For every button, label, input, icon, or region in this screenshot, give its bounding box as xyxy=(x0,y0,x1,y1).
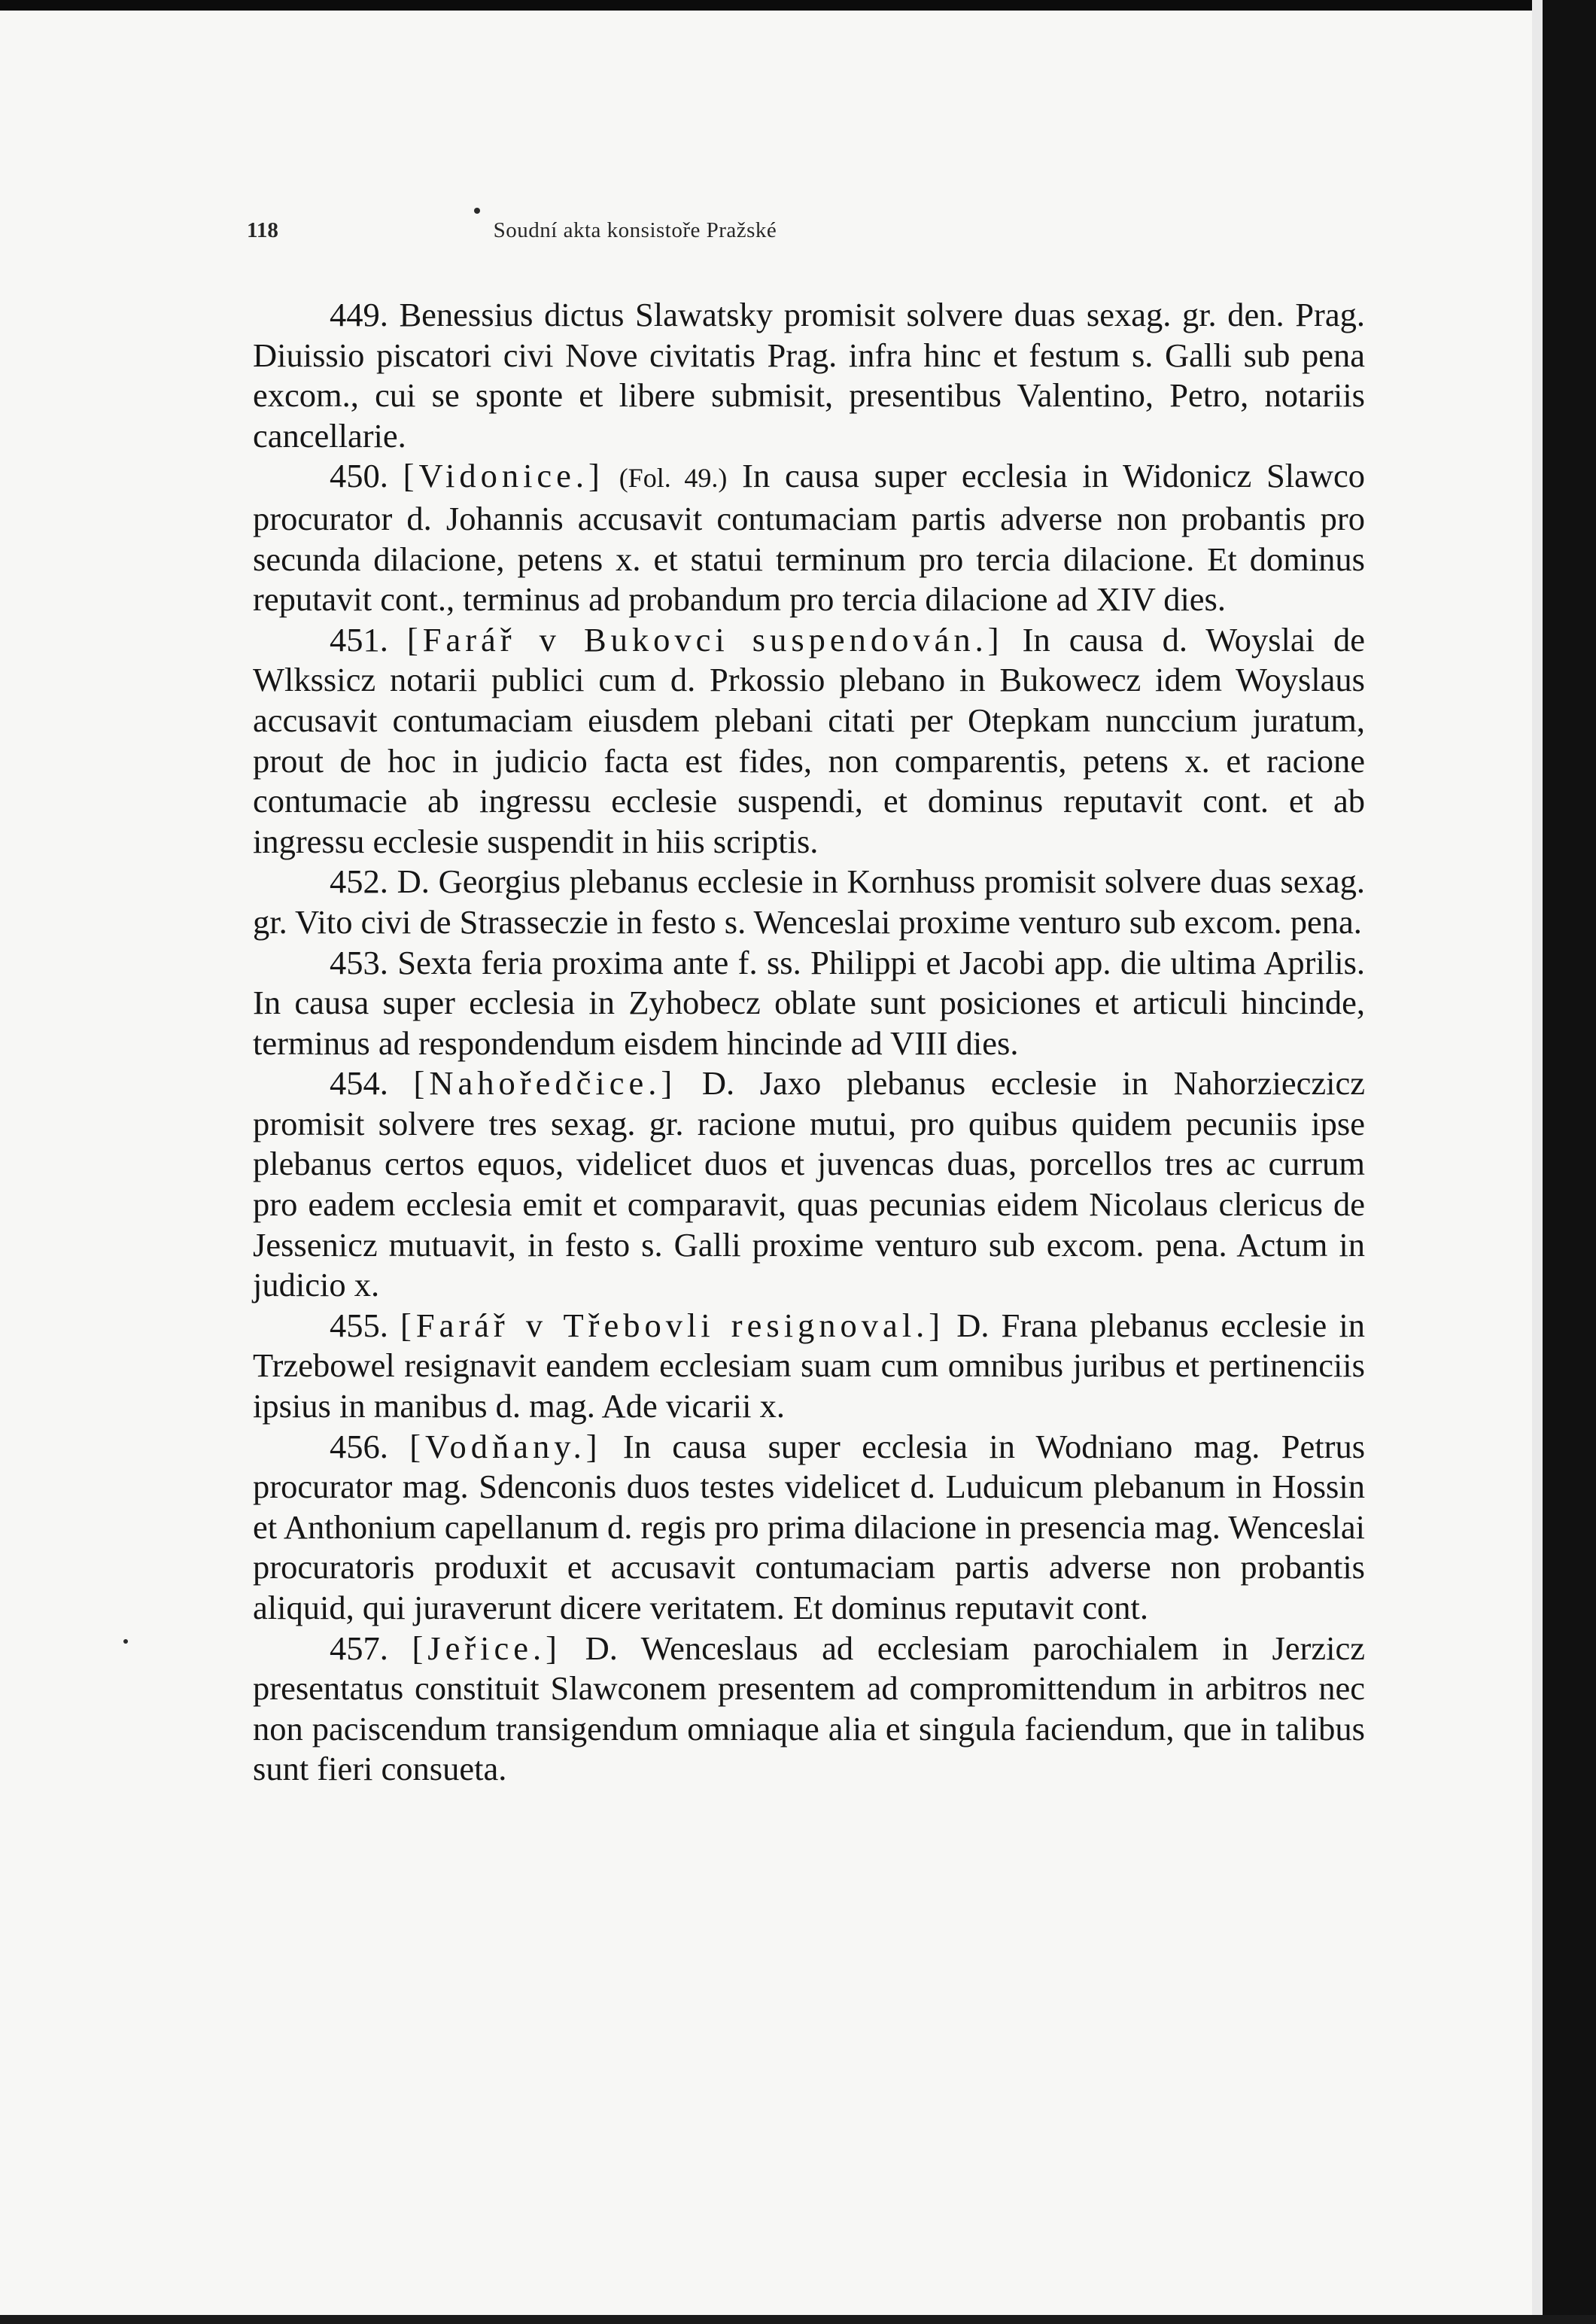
scan-speck xyxy=(474,208,480,214)
entry-text: Sexta feria proxima ante f. ss. Philippi et Jacobi app. die ultima Aprilis. In causa super ecclesia in Zyhobecz oblate sunt posiciones et articuli hincinde, terminus ad respondendum eisdem hincinde ad VIII dies. xyxy=(253,943,1366,1062)
entry-number: 457. xyxy=(330,1629,388,1667)
entry-number: 455. xyxy=(330,1306,388,1344)
scan-border-top xyxy=(0,0,1596,11)
entry-text: In causa d. Woyslai de Wlkssicz notarii publici cum d. Prkossio plebano in Bukowecz idem Woyslaus accusavit contumaciam eiusdem plebani citati per Otepkam nunccium juratum, prout de hoc in judicio facta est fides, non comparentis, petens x. et racione contumacie ab ingressu ecclesie suspendi, et dominus reputavit cont. et ab ingressu ecclesie suspendit in hiis scriptis. xyxy=(253,620,1366,860)
entry-number: 454. xyxy=(330,1064,388,1103)
entry-451 xyxy=(253,620,1365,862)
entry-455 xyxy=(253,1306,1365,1427)
entry-heading: [Vodňany.] xyxy=(409,1427,602,1465)
running-head xyxy=(247,218,1023,248)
entry-text: D. Frana plebanus ecclesie in Trzebowel resignavit eandem ecclesiam suam cum omnibus juribus et pertinenciis ipsius in manibus d. mag. Ade vicarii x. xyxy=(253,1306,1365,1425)
entry-number: 452. xyxy=(330,862,388,901)
running-title: Soudní akta konsistoře Pražské xyxy=(493,218,777,242)
entry-text: D. Wenceslaus ad ecclesiam parochialem in Jerzicz presentatus constituit Slawconem presentem ad compromittendum in arbitros nec non paciscendum transigendum omniaque alia et singula faciendum, que in talibus sunt fieri consueta. xyxy=(253,1629,1365,1788)
scan-border-bottom xyxy=(0,2315,1596,2324)
entry-number: 451. xyxy=(330,620,388,659)
entry-heading: [Vidonice.] xyxy=(403,457,604,495)
entry-text: In causa super ecclesia in Wodniano mag. Petrus procurator mag. Sdenconis duos testes videlicet d. Luduicum plebanum in Hossin et Anthonium capellanum d. regis pro prima dilacione in presencia mag. Wenceslai procuratoris produxit et accusavit contumaciam partis adverse non probantis aliquid, qui juraverunt dicere veritatem. Et dominus reputavit cont. xyxy=(253,1427,1366,1626)
entry-456 xyxy=(253,1427,1365,1629)
entry-text: Benessius dictus Slawatsky promisit solvere duas sexag. gr. den. Prag. Diuissio piscatori civi Nove civitatis Prag. infra hinc et festum s. Galli sub pena excom., cui se sponte et libere submisit, presentibus Valentino, Petro, notariis cancellarie. xyxy=(253,296,1365,455)
page-number: 118 xyxy=(247,218,278,242)
entry-text: D. Jaxo plebanus ecclesie in Nahorzieczicz promisit solvere tres sexag. gr. racione mutui, pro quibus quidem pecuniis ipse plebanus certos equos, videlicet duos et juvencas duas, porcellos tres ac currum pro eadem ecclesia emit et comparavit, quas pecunias eidem Nicolaus clericus de Jessenicz mutuavit, in festo s. Galli proxime venturo sub excom. pena. Actum in judicio x. xyxy=(253,1064,1366,1304)
body-text xyxy=(253,295,1365,1790)
entry-449 xyxy=(253,295,1365,456)
entry-450 xyxy=(253,456,1365,619)
entry-453 xyxy=(253,943,1365,1064)
entry-heading: [Jeřice.] xyxy=(412,1629,561,1667)
entry-454 xyxy=(253,1063,1365,1306)
entry-number: 450. xyxy=(330,457,388,495)
entry-text: In causa super ecclesia in Widonicz Slawco procurator d. Johannis accusavit contumaciam partis adverse non probantis pro secunda dilacione, petens x. et statui terminum pro tercia dilacione. Et dominus reputavit cont., terminus ad probandum pro tercia dilacione ad XIV dies. xyxy=(253,457,1366,619)
entry-457 xyxy=(253,1629,1365,1790)
entry-number: 453. xyxy=(330,943,388,981)
entry-number: 456. xyxy=(330,1427,388,1465)
entry-heading: [Farář v Bukovci suspendován.] xyxy=(406,620,1004,659)
entry-number: 449. xyxy=(330,296,388,333)
scan-border-right xyxy=(1543,0,1596,2324)
entry-text: D. Georgius plebanus ecclesie in Kornhuss promisit solvere duas sexag. gr. Vito civi de Strasseczie in festo s. Wenceslai proxime venturo sub excom. pena. xyxy=(253,862,1366,941)
entry-heading: [Farář v Třebovli resignoval.] xyxy=(400,1306,945,1344)
folio-reference: (Fol. 49.) xyxy=(619,463,728,494)
scan-speck xyxy=(123,1639,128,1644)
book-page xyxy=(0,11,1532,2315)
entry-452 xyxy=(253,862,1365,942)
entry-heading: [Nahoředčice.] xyxy=(413,1064,677,1103)
scan-page-edge xyxy=(1532,0,1543,2324)
